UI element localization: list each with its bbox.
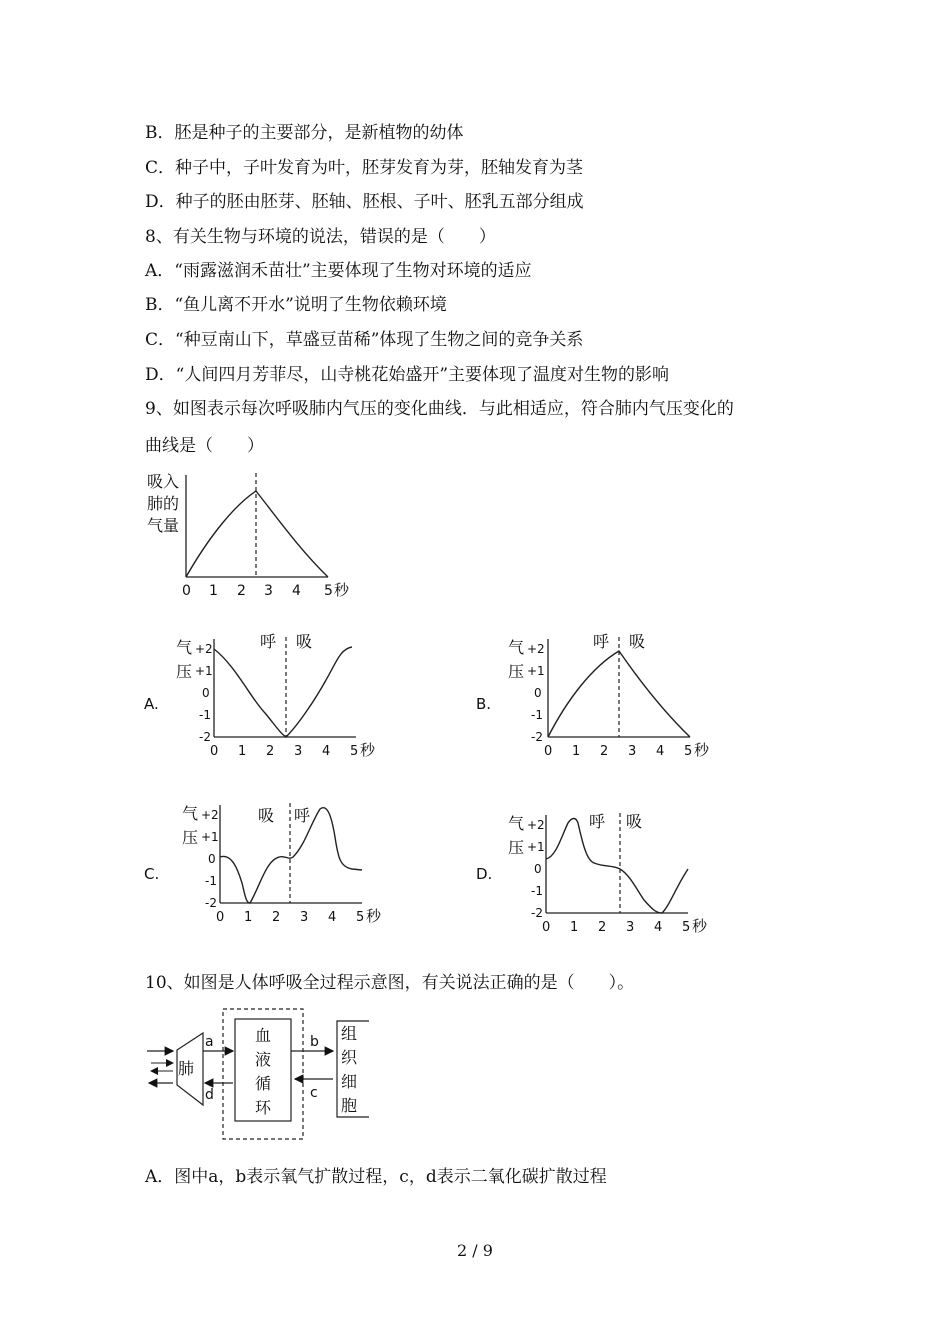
phase-label-right: 吸 (629, 632, 646, 651)
q8-option-b: B．“鱼儿离不开水”说明了生物依赖环境 (145, 295, 447, 315)
xtick: 2 (600, 744, 609, 759)
xtick: 2 (266, 744, 275, 759)
option-c-chart (140, 795, 400, 935)
respiration-diagram (145, 1005, 385, 1145)
ytick: -2 (199, 730, 211, 744)
phase-label-right: 吸 (626, 812, 643, 831)
option-label: A. (144, 695, 159, 713)
ylabel: 压 (508, 838, 525, 857)
ytick: +2 (195, 642, 213, 656)
ytick: +2 (201, 808, 219, 822)
ylabel-line3: 气量 (147, 516, 180, 535)
pressure-curve (546, 819, 688, 914)
ytick: +2 (527, 818, 545, 832)
tissue-label: 织 (341, 1048, 358, 1067)
label-d: d (205, 1087, 214, 1103)
xtick: 4 (292, 583, 301, 599)
xtick: 5 (682, 920, 691, 935)
ylabel: 气 (508, 638, 525, 657)
option-b-chart (472, 625, 732, 765)
page-number: 2 / 9 (457, 1241, 493, 1260)
blood-label: 循 (255, 1074, 272, 1093)
q8-option-c: C．“种豆南山下，草盛豆苗稀”体现了生物之间的竞争关系 (145, 330, 584, 350)
ytick: +1 (201, 830, 219, 844)
q8-stem: 8、有关生物与环境的说法，错误的是（ ） (145, 227, 496, 247)
x-unit: 秒 (334, 581, 350, 599)
x-unit: 秒 (692, 917, 708, 935)
ylabel: 气 (176, 638, 193, 657)
q8-option-a: A．“雨露滋润禾苗壮”主要体现了生物对环境的适应 (145, 261, 532, 281)
ytick: 0 (202, 686, 210, 700)
pressure-curve (220, 808, 362, 903)
ytick: +1 (195, 664, 213, 678)
ytick: 0 (208, 852, 216, 866)
xtick: 4 (654, 920, 663, 935)
phase-label-left: 呼 (589, 812, 606, 831)
xtick: 5 (356, 910, 365, 925)
q7-option-c: C．种子中，子叶发育为叶，胚芽发育为芽，胚轴发育为茎 (145, 158, 584, 178)
xtick: 3 (300, 910, 309, 925)
xtick: 4 (322, 744, 331, 759)
q8-option-d: D．“人间四月芳菲尽，山寺桃花始盛开”主要体现了温度对生物的影响 (145, 365, 670, 385)
xtick: 0 (216, 910, 225, 925)
ytick: -1 (199, 708, 211, 722)
phase-label-right: 吸 (296, 632, 313, 651)
option-d-chart (472, 805, 732, 945)
phase-label-left: 呼 (593, 632, 610, 651)
q9-stem-line1: 9、如图表示每次呼吸肺内气压的变化曲线．与此相适应，符合肺内气压变化的 (145, 399, 734, 419)
xtick: 1 (209, 583, 218, 599)
xtick: 0 (210, 744, 219, 759)
lung-volume-chart (140, 465, 360, 605)
ylabel: 气 (508, 814, 525, 833)
ytick: 0 (534, 686, 542, 700)
label-c: c (310, 1085, 318, 1101)
xtick: 3 (264, 583, 273, 599)
option-a-chart (140, 625, 400, 765)
blood-label: 环 (255, 1098, 272, 1117)
ylabel-line2: 肺的 (147, 494, 180, 513)
phase-label-right: 呼 (294, 806, 311, 825)
q7-option-d: D．种子的胚由胚芽、胚轴、胚根、子叶、胚乳五部分组成 (145, 192, 584, 212)
phase-label-left: 吸 (258, 806, 275, 825)
x-unit: 秒 (360, 741, 376, 759)
xtick: 0 (182, 583, 191, 599)
ylabel: 压 (182, 828, 199, 847)
xtick: 3 (294, 744, 303, 759)
ytick: -2 (205, 896, 217, 910)
blood-label: 液 (255, 1050, 272, 1069)
ytick: 0 (534, 862, 542, 876)
q9-stem-line2: 曲线是（ ） (145, 436, 264, 456)
ytick: -1 (531, 884, 543, 898)
label-b: b (310, 1034, 319, 1050)
label-a: a (205, 1034, 214, 1050)
pressure-curve (214, 647, 352, 737)
xtick: 2 (237, 583, 246, 599)
xtick: 5 (324, 583, 333, 599)
option-label: C. (144, 865, 160, 883)
ytick: +2 (527, 642, 545, 656)
xtick: 2 (272, 910, 281, 925)
xtick: 0 (544, 744, 553, 759)
ytick: +1 (527, 664, 545, 678)
q10-stem: 10、如图是人体呼吸全过程示意图，有关说法正确的是（ ）。 (145, 973, 635, 993)
ylabel: 压 (508, 662, 525, 681)
xtick: 0 (542, 920, 551, 935)
ytick: +1 (527, 840, 545, 854)
xtick: 1 (244, 910, 253, 925)
x-unit: 秒 (366, 907, 382, 925)
ytick: -1 (531, 708, 543, 722)
blood-label: 血 (255, 1026, 272, 1045)
xtick: 3 (626, 920, 635, 935)
xtick: 4 (328, 910, 337, 925)
xtick: 1 (570, 920, 579, 935)
ylabel: 压 (176, 662, 193, 681)
ytick: -1 (205, 874, 217, 888)
option-label: B. (476, 695, 492, 713)
q10-option-a: A．图中a，b表示氧气扩散过程，c，d表示二氧化碳扩散过程 (145, 1167, 607, 1187)
tissue-label: 组 (341, 1024, 358, 1043)
xtick: 1 (238, 744, 247, 759)
ylabel: 气 (182, 804, 199, 823)
ylabel-line1: 吸入 (147, 472, 180, 491)
ytick: -2 (531, 730, 543, 744)
phase-label-left: 呼 (260, 632, 277, 651)
lung-label: 肺 (178, 1059, 195, 1078)
xtick: 4 (656, 744, 665, 759)
x-unit: 秒 (694, 741, 710, 759)
xtick: 2 (598, 920, 607, 935)
xtick: 5 (684, 744, 693, 759)
xtick: 3 (628, 744, 637, 759)
tissue-label: 胞 (341, 1096, 358, 1115)
xtick: 1 (572, 744, 581, 759)
tissue-label: 细 (341, 1072, 358, 1091)
option-label: D. (476, 865, 493, 883)
ytick: -2 (531, 906, 543, 920)
volume-curve (186, 491, 328, 577)
xtick: 5 (350, 744, 359, 759)
q7-option-b: B．胚是种子的主要部分，是新植物的幼体 (145, 123, 464, 143)
